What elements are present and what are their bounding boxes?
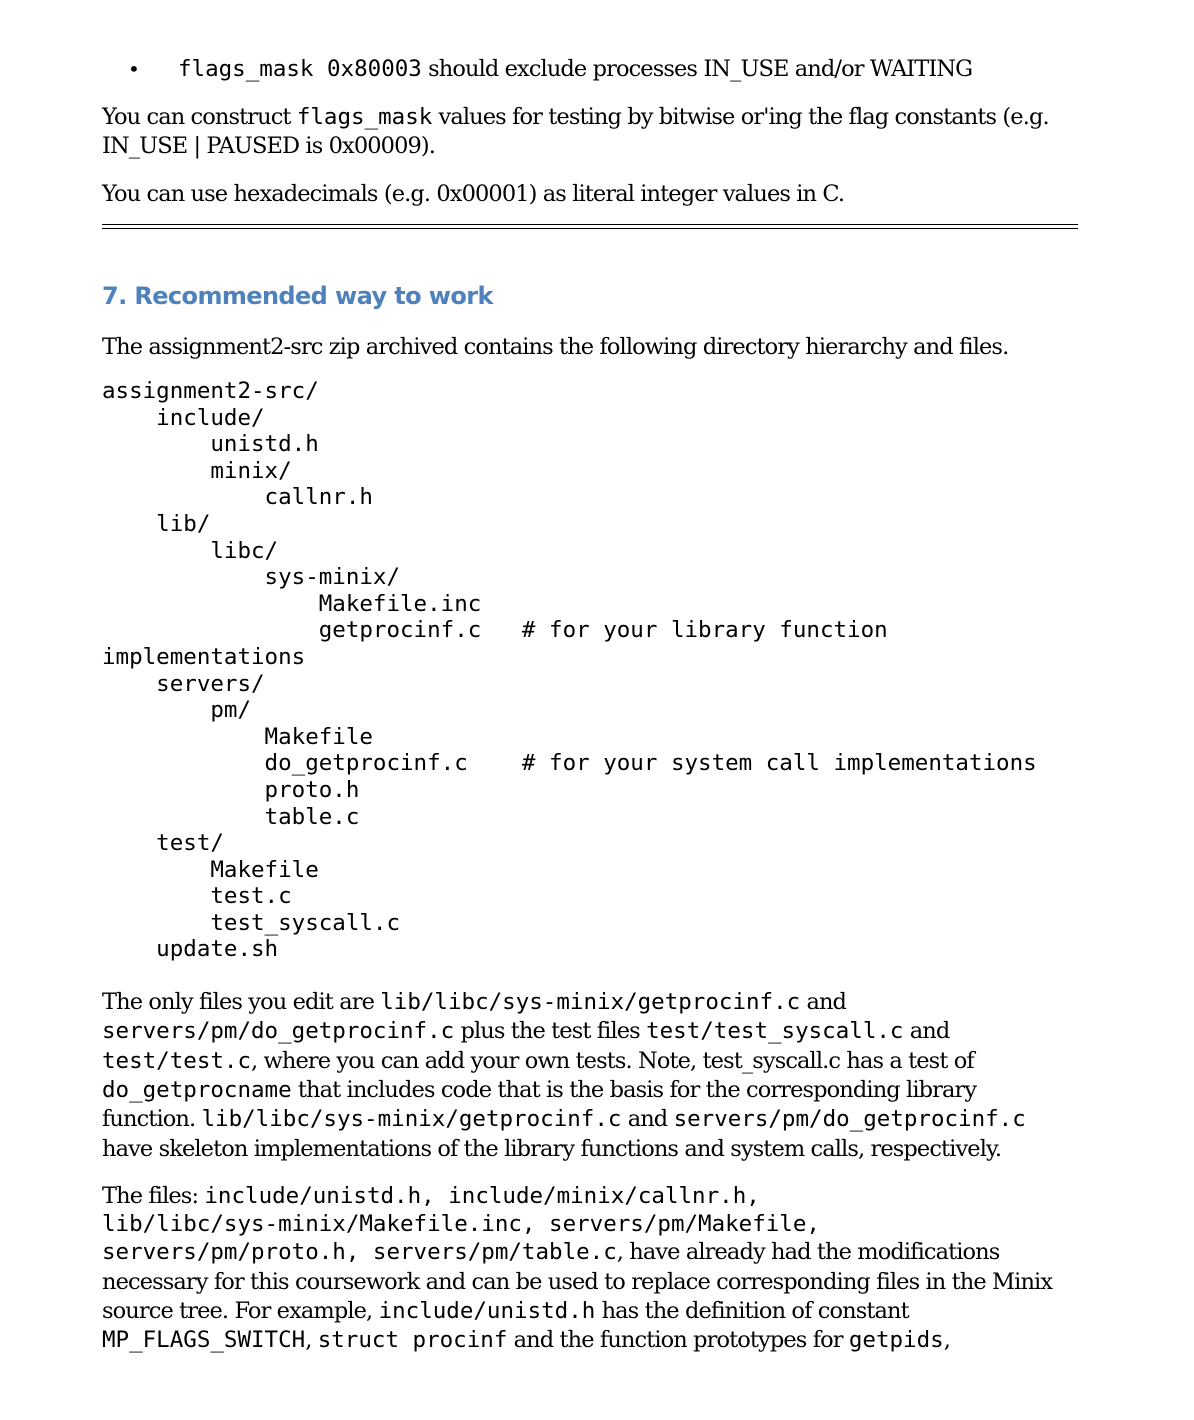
- code-flags-mask: flags_mask: [296, 104, 433, 130]
- tree-line: Makefile: [102, 723, 373, 750]
- tree-line: Makefile.inc: [102, 590, 482, 617]
- tree-line: sys-minix/: [102, 564, 401, 591]
- tree-line: minix/: [102, 457, 292, 484]
- code-struct: struct procinf: [317, 1327, 508, 1353]
- code-flags-mask-value: flags_mask 0x80003: [178, 56, 422, 82]
- section-divider-bottom: [102, 228, 1078, 229]
- tree-line: servers/: [102, 670, 265, 697]
- bullet-marker: •: [128, 57, 140, 81]
- para3-line2: servers/pm/do_getprocinf.c plus the test files test/test_syscall.c and: [102, 1018, 950, 1044]
- para4-line6: MP_FLAGS_SWITCH, struct procinf and the function prototypes for getpids,: [102, 1327, 950, 1353]
- tree-line: implementations: [102, 643, 306, 670]
- code-path: include/unistd.h, include/minix/callnr.h,: [204, 1183, 760, 1209]
- tree-line: table.c: [102, 803, 360, 830]
- tree-line: getprocinf.c # for your library function: [102, 617, 888, 644]
- tree-line: callnr.h: [102, 484, 373, 511]
- para3-line5: function. lib/libc/sys-minix/getprocinf.c and servers/pm/do_getprocinf.c: [102, 1106, 1026, 1132]
- tree-line: unistd.h: [102, 431, 319, 458]
- tree-line: include/: [102, 404, 265, 431]
- para4-line3: servers/pm/proto.h, servers/pm/table.c, have already had the modifications: [102, 1239, 1000, 1265]
- directory-tree: [102, 378, 1037, 963]
- bullet-text: should exclude processes IN_USE and/or WAITING: [421, 56, 973, 82]
- section-heading: 7. Recommended way to work: [102, 282, 493, 310]
- para2-text: You can use hexadecimals (e.g. 0x00001) as literal integer values in C.: [102, 181, 845, 207]
- para4-line1: The files: include/unistd.h, include/minix/callnr.h,: [102, 1183, 760, 1209]
- para3-line4: do_getprocname that includes code that is the basis for the corresponding library: [102, 1077, 977, 1103]
- code-path: servers/pm/proto.h, servers/pm/table.c: [102, 1239, 617, 1265]
- intro-text: The assignment2-src zip archived contains the following directory hierarchy and files.: [102, 334, 1009, 360]
- code-path: servers/pm/do_getprocinf.c: [102, 1018, 455, 1044]
- para3-line1: The only files you edit are lib/libc/sys-minix/getprocinf.c and: [102, 989, 847, 1015]
- tree-line: test.c: [102, 883, 292, 910]
- para1-line1: You can construct flags_mask values for testing by bitwise or'ing the flag constants (e.g.: [102, 104, 1049, 130]
- code-path: servers/pm/do_getprocinf.c: [673, 1106, 1026, 1132]
- tree-line: pm/: [102, 697, 252, 724]
- code-path: lib/libc/sys-minix/getprocinf.c: [380, 989, 801, 1015]
- para3-line6: have skeleton implementations of the library functions and system calls, respectively.: [102, 1136, 1002, 1162]
- tree-line: test_syscall.c: [102, 909, 401, 936]
- para1-line2: IN_USE | PAUSED is 0x00009).: [102, 133, 436, 159]
- code-path: test/test.c: [102, 1048, 252, 1074]
- code-function: do_getprocname: [102, 1077, 292, 1103]
- tree-line: proto.h: [102, 776, 360, 803]
- tree-line: assignment2-src/: [102, 378, 319, 404]
- para4-line4: necessary for this coursework and can be used to replace corresponding files in the Minix: [102, 1269, 1053, 1295]
- tree-line: Makefile: [102, 856, 319, 883]
- code-path: include/unistd.h: [378, 1298, 596, 1324]
- section-divider-top: [102, 224, 1078, 225]
- tree-line: test/: [102, 830, 224, 857]
- tree-line: lib/: [102, 510, 211, 537]
- code-function: getpids: [848, 1327, 944, 1353]
- code-path: test/test_syscall.c: [646, 1018, 904, 1044]
- tree-line: update.sh: [102, 936, 279, 963]
- bullet-line: [178, 54, 972, 84]
- para3-line3: test/test.c, where you can add your own tests. Note, test_syscall.c has a test of: [102, 1048, 974, 1074]
- tree-line: libc/: [102, 537, 279, 564]
- tree-line: do_getprocinf.c # for your system call implementations: [102, 750, 1037, 777]
- code-constant: MP_FLAGS_SWITCH: [102, 1327, 306, 1353]
- para4-line5: source tree. For example, include/unistd.h has the definition of constant: [102, 1298, 909, 1324]
- para4-line2: lib/libc/sys-minix/Makefile.inc, servers/pm/Makefile,: [102, 1211, 820, 1237]
- code-path: lib/libc/sys-minix/getprocinf.c: [201, 1106, 622, 1132]
